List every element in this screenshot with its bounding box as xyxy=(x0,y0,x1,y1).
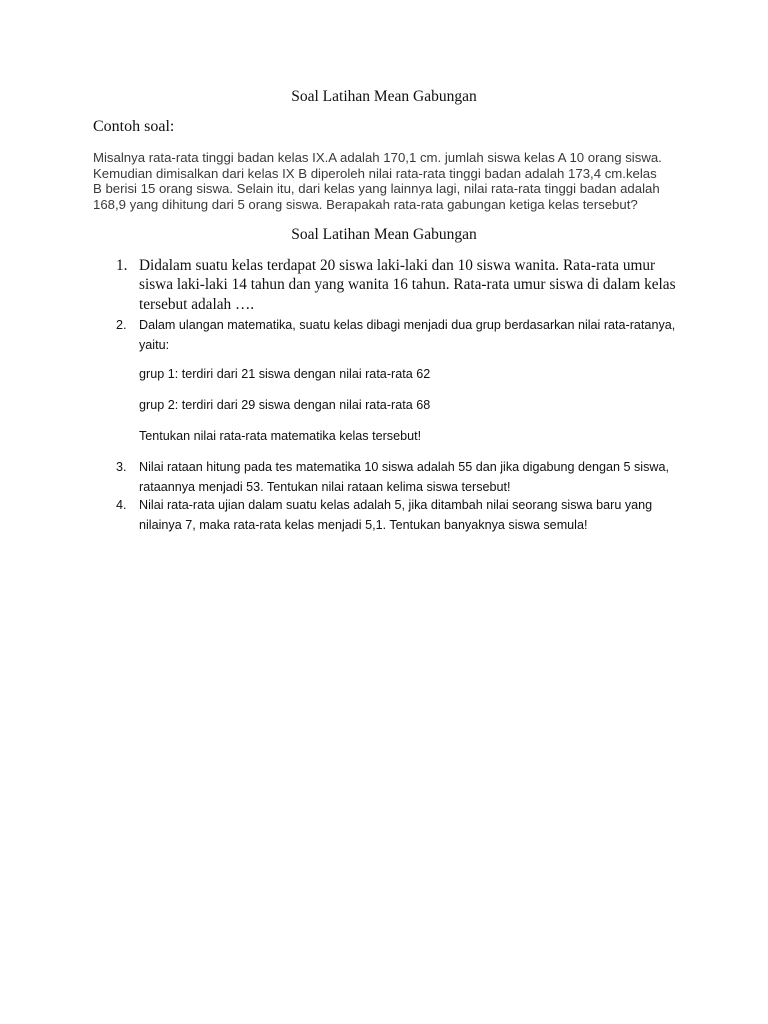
question-text: Didalam suatu kelas terdapat 20 siswa laki-laki dan 10 siswa wanita. Rata-rata umur siswa laki-laki 14 tahun dan yang wanita 16 tahun. Rata-rata umur siswa di dalam kelas tersebut adalah …. xyxy=(139,257,676,313)
question-text: Nilai rataan hitung pada tes matematika 10 siswa adalah 55 dan jika digabung dengan 5 siswa, rataannya menjadi 53. Tentukan nilai rataan kelima siswa tersebut! xyxy=(139,460,669,494)
question-2-instruction: Tentukan nilai rata-rata matematika kelas tersebut! xyxy=(139,429,422,443)
question-2-group-1: grup 1: terdiri dari 21 siswa dengan nilai rata-rata 62 xyxy=(139,367,431,381)
example-heading: Contoh soal: xyxy=(93,118,175,135)
question-number: 4. xyxy=(116,498,127,512)
question-number: 1. xyxy=(116,257,128,274)
question-text: Nilai rata-rata ujian dalam suatu kelas adalah 5, jika ditambah nilai seorang siswa baru yang nilainya 7, maka rata-rata kelas menjadi 5,1. Tentukan banyaknya siswa semula! xyxy=(139,498,653,532)
document-title: Soal Latihan Mean Gabungan xyxy=(291,88,477,105)
question-number: 2. xyxy=(116,318,127,332)
example-paragraph: Misalnya rata-rata tinggi badan kelas IX.A adalah 170,1 cm. jumlah siswa kelas A 10 orang siswa. Kemudian dimisalkan dari kelas IX B diperoleh nilai rata-rata tinggi badan adalah 173,4 cm.kelas B berisi 15 orang siswa. Selain itu, dari kelas yang lainnya lagi, nilai rata-rata tinggi badan adalah 168,9 yang dihitung dari 5 orang siswa. Berapakah rata-rata gabungan ketiga kelas tersebut? xyxy=(93,150,662,212)
question-text: Dalam ulangan matematika, suatu kelas dibagi menjadi dua grup berdasarkan nilai rata-ratanya, yaitu: xyxy=(139,318,676,352)
exercise-title: Soal Latihan Mean Gabungan xyxy=(291,226,477,243)
question-2-group-2: grup 2: terdiri dari 29 siswa dengan nilai rata-rata 68 xyxy=(139,398,431,412)
question-number: 3. xyxy=(116,460,127,474)
